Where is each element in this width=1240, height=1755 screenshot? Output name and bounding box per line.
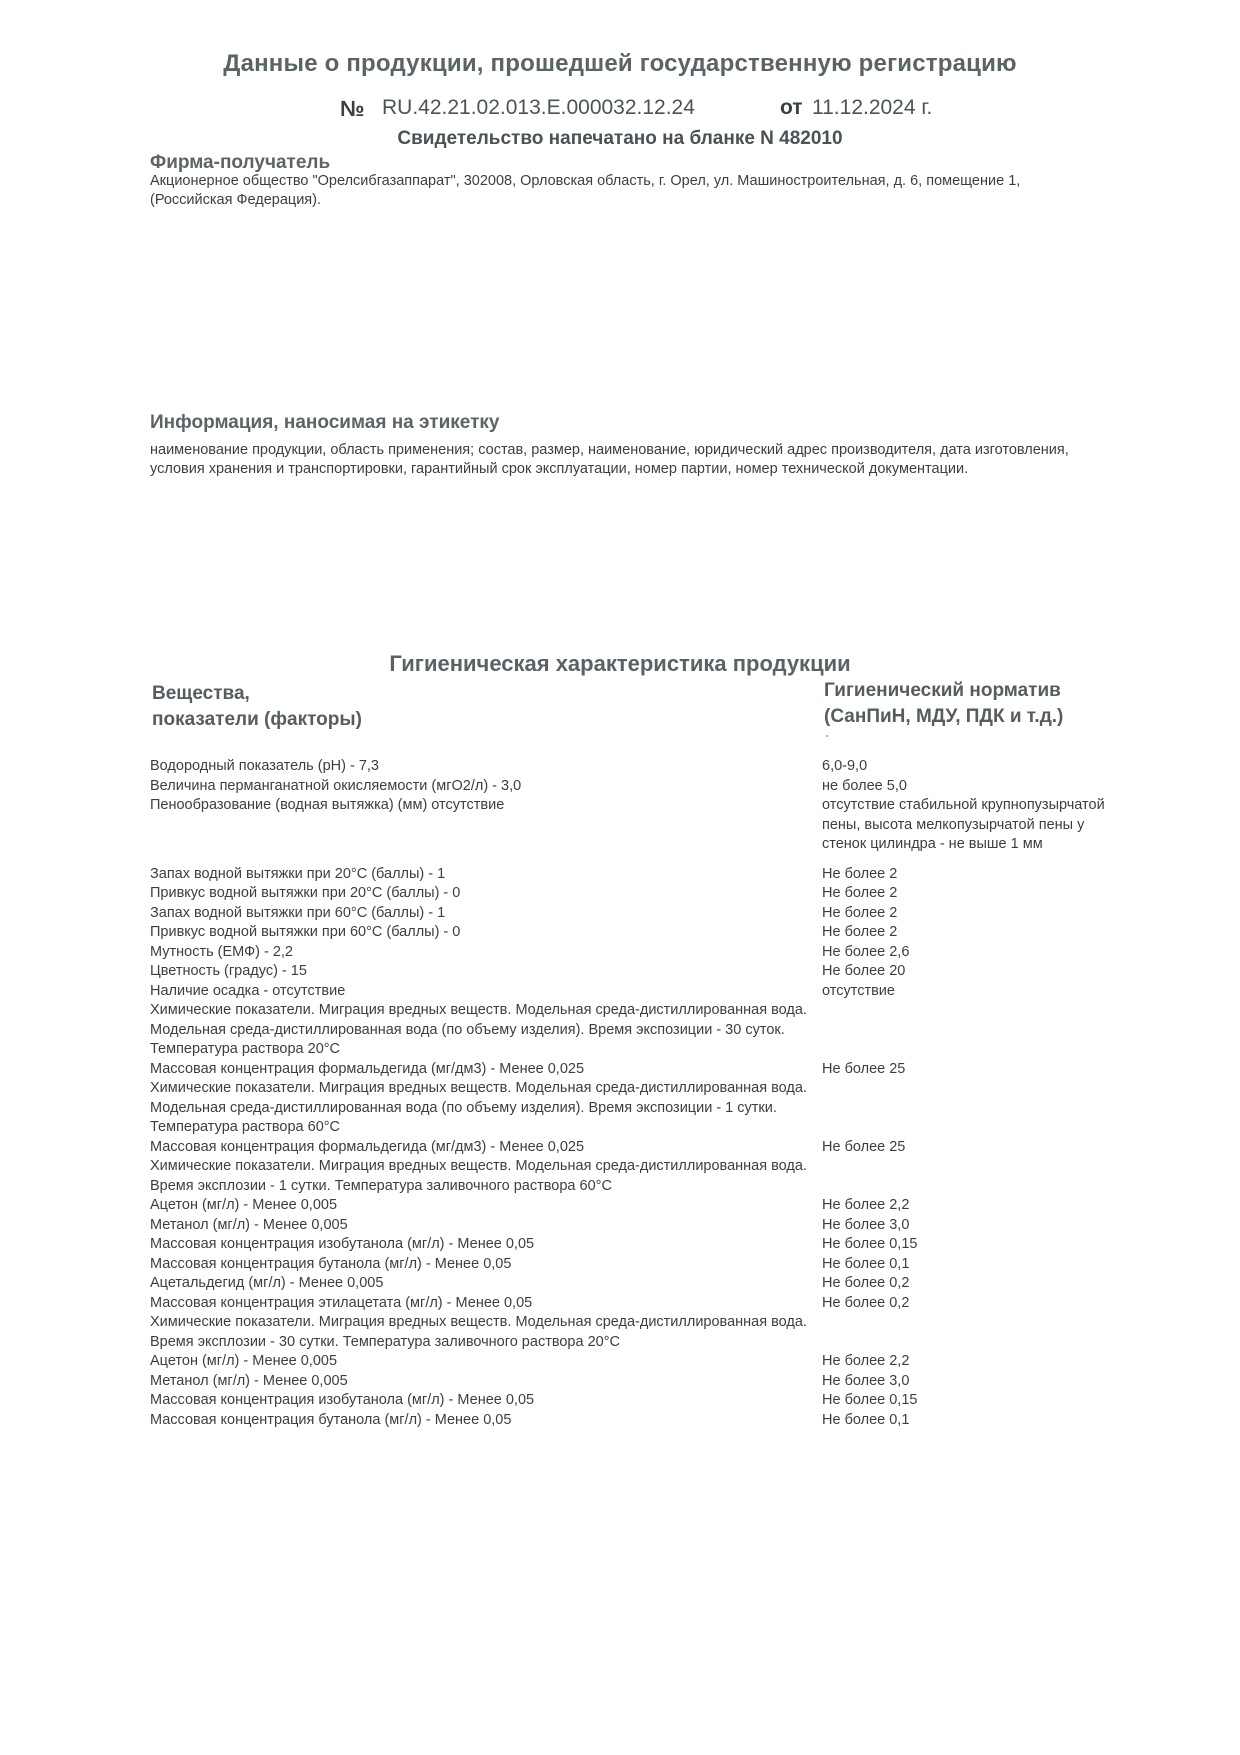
- table-row: [150, 1235, 1110, 1255]
- table-row: [150, 982, 1110, 1002]
- table-row: [150, 1001, 1110, 1060]
- table-row: [150, 1372, 1110, 1392]
- table-row: [150, 1060, 1110, 1080]
- substance-cell: Массовая концентрация изобутанола (мг/л) - Менее 0,05: [150, 1392, 535, 1408]
- substance-cell: Мутность (ЕМФ) - 2,2: [150, 943, 293, 960]
- column-header-norm-line1: Гигиенический норматив: [824, 680, 1061, 701]
- norm-cell: Не более 0,1: [822, 1411, 910, 1428]
- norm-cell: отсутствие: [822, 982, 895, 999]
- norm-cell: [822, 1313, 1110, 1352]
- registration-date-label: от: [780, 96, 803, 119]
- substance-cell: Цветность (градус) - 15: [150, 963, 307, 979]
- substance-cell: Водородный показатель (pH) - 7,3: [150, 758, 379, 774]
- norm-cell: [822, 1079, 1110, 1138]
- page-title: Данные о продукции, прошедшей государственную регистрацию: [223, 50, 1017, 77]
- substance-cell: Привкус водной вытяжки при 60°С (баллы) - 0: [150, 924, 461, 940]
- table-row: [150, 1138, 1110, 1158]
- column-header-norm: [824, 678, 1063, 730]
- substance-cell: Наличие осадка - отсутствие: [150, 982, 346, 999]
- norm-cell: Не более 2,2: [822, 1353, 910, 1369]
- norm-cell: Не более 0,15: [822, 1236, 918, 1252]
- table-row: [150, 962, 1110, 982]
- norm-cell: Не более 0,2: [822, 1294, 910, 1311]
- registration-number-label: №: [340, 96, 365, 121]
- label-info-text: наименование продукции, область применения; состав, размер, наименование, юридический адрес производителя, дата изготовления, условия хранения и транспортировки, гарантийный срок эксплуатации, номер партии, номер технической документации.: [150, 442, 1069, 477]
- table-row: [150, 1196, 1110, 1216]
- column-header-substances-line1: Вещества,: [152, 683, 250, 704]
- substance-cell: Массовая концентрация бутанола (мг/л) - Менее 0,05: [150, 1255, 512, 1272]
- substance-cell: Запах водной вытяжки при 60°С (баллы) - 1: [150, 904, 446, 921]
- column-header-norm-line2: (СанПиН, МДУ, ПДК и т.д.): [824, 706, 1064, 727]
- substance-cell: Пенообразование (водная вытяжка) (мм) отсутствие: [150, 797, 505, 813]
- norm-cell: не более 5,0: [822, 777, 907, 794]
- table-row: [150, 1157, 1110, 1196]
- norm-cell: Не более 0,2: [822, 1275, 910, 1291]
- table-row: [150, 796, 1110, 855]
- table-row: [150, 777, 1110, 797]
- table-row: [150, 923, 1110, 943]
- table-row: [150, 943, 1110, 963]
- recipient-heading: Фирма-получатель: [150, 152, 331, 173]
- norm-cell: [822, 1157, 1110, 1196]
- substance-cell: Массовая концентрация формальдегида (мг/дм3) - Менее 0,025: [150, 1060, 585, 1077]
- label-info-heading: Информация, наносимая на этикетку: [150, 412, 500, 433]
- column-header-substances: [152, 681, 362, 733]
- registration-number: RU.42.21.02.013.E.000032.12.24: [382, 96, 695, 119]
- row-spacer: [150, 855, 1110, 865]
- substance-cell: Привкус водной вытяжки при 20°С (баллы) - 0: [150, 885, 461, 901]
- norm-cell: Не более 25: [822, 1138, 906, 1155]
- certificate-blank-line: Свидетельство напечатано на бланке N 482010: [397, 128, 843, 149]
- norm-cell: Не более 3,0: [822, 1372, 910, 1389]
- norm-cell: отсутствие стабильной крупнопузырчатой пены, высота мелкопузырчатой пены у стенок цилиндра - не выше 1 мм: [822, 797, 1105, 852]
- substance-cell: Массовая концентрация изобутанола (мг/л) - Менее 0,05: [150, 1236, 535, 1252]
- substance-cell: Химические показатели. Миграция вредных веществ. Модельная среда-дистиллированная вода. Время эксплозии - 30 сутки. Температура заливочного раствора 20°С: [150, 1314, 807, 1350]
- table-row: [150, 904, 1110, 924]
- substance-cell: Химические показатели. Миграция вредных веществ. Модельная среда-дистиллированная вода. Время эксплозии - 1 сутки. Температура заливочного раствора 60°С: [150, 1158, 807, 1194]
- table-row: [150, 884, 1110, 904]
- norm-cell: Не более 2: [822, 904, 898, 921]
- table-row: [150, 1391, 1110, 1411]
- substance-cell: Ацетон (мг/л) - Менее 0,005: [150, 1197, 338, 1213]
- table-row: [150, 1274, 1110, 1294]
- hygiene-section-title: Гигиеническая характеристика продукции: [389, 651, 851, 676]
- substance-cell: Химические показатели. Миграция вредных веществ. Модельная среда-дистиллированная вода. Модельная среда-дистиллированная вода (по объему изделия). Время экспозиции - 30 суток. Температура раствора 20°С: [150, 1002, 807, 1057]
- norm-cell: Не более 2,2: [822, 1197, 910, 1213]
- norm-cell: Не более 2,6: [822, 943, 910, 960]
- norm-cell: Не более 3,0: [822, 1216, 910, 1233]
- table-row: [150, 1313, 1110, 1352]
- norm-cell: Не более 25: [822, 1060, 906, 1077]
- recipient-text: Акционерное общество "Орелсибгазаппарат", 302008, Орловская область, г. Орел, ул. Машиностроительная, д. 6, помещение 1, (Российская Федерация).: [150, 173, 1021, 208]
- table-row: [150, 1255, 1110, 1275]
- norm-cell: Не более 0,1: [822, 1255, 910, 1272]
- substance-cell: Массовая концентрация бутанола (мг/л) - Менее 0,05: [150, 1411, 512, 1428]
- column-header-substances-line2: показатели (факторы): [152, 709, 362, 730]
- substance-cell: Массовая концентрация этилацетата (мг/л) - Менее 0,05: [150, 1294, 533, 1311]
- substance-cell: Метанол (мг/л) - Менее 0,005: [150, 1216, 348, 1233]
- norm-cell: [822, 1001, 1110, 1060]
- table-row: [150, 1352, 1110, 1372]
- hygiene-table: [150, 757, 1110, 1430]
- table-row: [150, 1079, 1110, 1138]
- table-row: [150, 1294, 1110, 1314]
- substance-cell: Массовая концентрация формальдегида (мг/дм3) - Менее 0,025: [150, 1138, 585, 1155]
- substance-cell: Химические показатели. Миграция вредных веществ. Модельная среда-дистиллированная вода. Модельная среда-дистиллированная вода (по объему изделия). Время экспозиции - 1 сутки. Температура раствора 60°С: [150, 1080, 807, 1135]
- scan-speck: [826, 735, 828, 737]
- substance-cell: Ацетон (мг/л) - Менее 0,005: [150, 1353, 338, 1369]
- norm-cell: Не более 2: [822, 924, 898, 940]
- norm-cell: Не более 0,15: [822, 1392, 918, 1408]
- norm-cell: 6,0-9,0: [822, 758, 868, 774]
- norm-cell: Не более 20: [822, 963, 906, 979]
- norm-cell: Не более 2: [822, 885, 898, 901]
- substance-cell: Величина перманганатной окисляемости (мгО2/л) - 3,0: [150, 777, 522, 794]
- registration-date: 11.12.2024 г.: [812, 96, 933, 119]
- substance-cell: Метанол (мг/л) - Менее 0,005: [150, 1372, 348, 1389]
- substance-cell: Запах водной вытяжки при 20°С (баллы) - 1: [150, 865, 446, 882]
- substance-cell: Ацетальдегид (мг/л) - Менее 0,005: [150, 1275, 384, 1291]
- table-row: [150, 1216, 1110, 1236]
- table-row: [150, 1411, 1110, 1431]
- table-row: [150, 865, 1110, 885]
- norm-cell: Не более 2: [822, 865, 898, 882]
- table-row: [150, 757, 1110, 777]
